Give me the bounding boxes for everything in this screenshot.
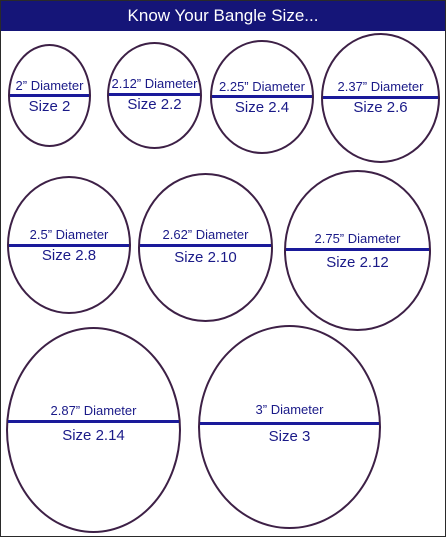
diameter-label: 2.87” Diameter xyxy=(50,403,137,418)
diameter-line xyxy=(212,95,312,98)
diameter-label: 3” Diameter xyxy=(255,402,324,417)
diameter-label: 2.25” Diameter xyxy=(219,79,305,94)
bangle-circle-size-3 xyxy=(198,325,381,529)
diameter-label: 2.62” Diameter xyxy=(162,227,249,242)
size-label: Size 2 xyxy=(28,98,71,115)
diameter-label: 2.5” Diameter xyxy=(29,227,109,242)
diameter-label: 2.37” Diameter xyxy=(337,79,424,94)
size-label: Size 2.4 xyxy=(234,99,290,116)
bangle-circle-size-2-4 xyxy=(210,40,314,154)
diameter-line xyxy=(200,422,379,425)
bangle-circle-size-2-10 xyxy=(138,173,273,322)
bangle-circle-size-2-12 xyxy=(284,170,431,331)
size-label: Size 3 xyxy=(268,428,311,445)
size-label: Size 2.10 xyxy=(174,249,237,266)
bangle-circle-size-2-14 xyxy=(6,327,181,533)
diameter-line xyxy=(8,420,179,423)
chart-title: Know Your Bangle Size... xyxy=(1,1,445,31)
diameter-line xyxy=(286,248,429,251)
size-label: Size 2.14 xyxy=(62,427,125,444)
bangle-circle-size-2-6 xyxy=(321,33,440,163)
bangle-circle-size-2 xyxy=(8,44,91,147)
diameter-label: 2.75” Diameter xyxy=(314,231,401,246)
size-label: Size 2.12 xyxy=(326,254,389,271)
diameter-line xyxy=(140,244,271,247)
diameter-label: 2.12” Diameter xyxy=(111,76,198,91)
bangle-circle-size-2-2 xyxy=(107,42,202,149)
diameter-line xyxy=(10,94,89,97)
size-label: Size 2.6 xyxy=(353,99,408,116)
diameter-label: 2” Diameter xyxy=(15,78,84,93)
size-label: Size 2.2 xyxy=(127,96,182,113)
bangle-circle-size-2-8 xyxy=(7,176,131,314)
size-label: Size 2.8 xyxy=(41,247,97,264)
